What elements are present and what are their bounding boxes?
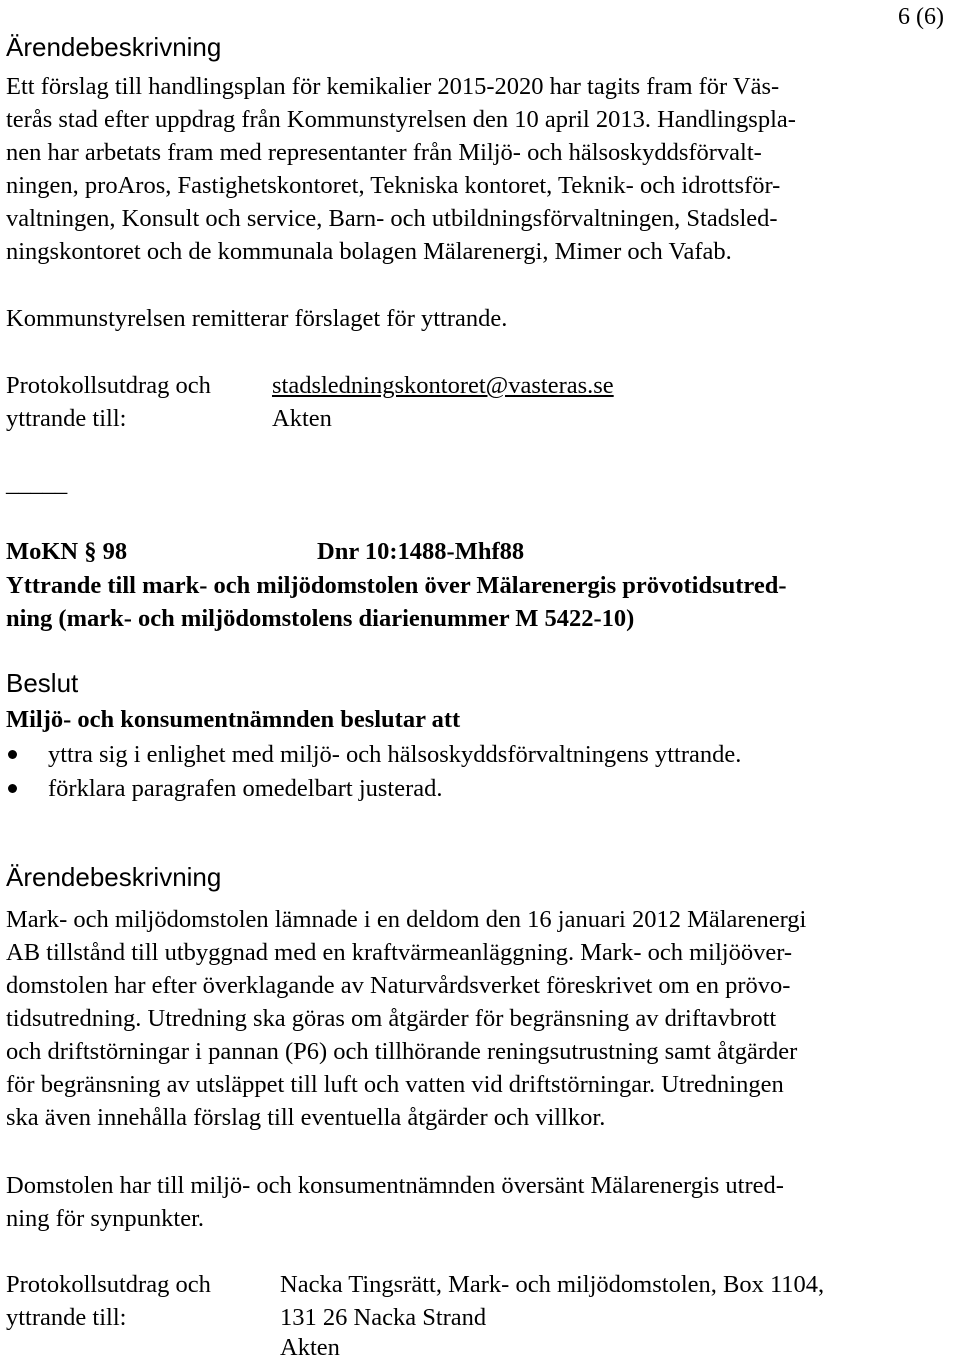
paragraph-line: domstolen har efter överklagande av Naturvårdsverket föreskrivet om en prövo- [6,972,791,999]
paragraph-line: tidsutredning. Utredning ska göras om åtgärder för begränsning av driftavbrott [6,1005,777,1032]
decision-bullet: förklara paragrafen omedelbart justerad. [48,775,443,802]
paragraph-reference: MoKN § 98 [6,538,128,565]
separator: _____ [6,470,68,497]
paragraph-line: Mark- och miljödomstolen lämnade i en deldom den 16 januari 2012 Mälarenergi [6,906,807,933]
distribution-label: yttrande till: [6,1304,127,1331]
paragraph-line: Domstolen har till miljö- och konsumentnämnden översänt Mälarenergis utred- [6,1172,784,1199]
paragraph-line: ning för synpunkter. [6,1205,205,1232]
item-title-line: ning (mark- och miljödomstolens diarienummer M 5422-10) [6,605,635,632]
decision-bullet: yttra sig i enlighet med miljö- och hälsoskyddsförvaltningens yttrande. [48,741,742,768]
section-heading: Ärendebeskrivning [6,32,222,62]
distribution-email-link[interactable]: stadsledningskontoret@vasteras.se [272,372,614,399]
distribution-label: Protokollsutdrag och [6,1271,211,1298]
distribution-value: Akten [272,405,332,432]
distribution-label: Protokollsutdrag och [6,372,211,399]
paragraph-line: Kommunstyrelsen remitterar förslaget för yttrande. [6,305,508,332]
page-number: 6 (6) [898,4,944,30]
paragraph-line: ska även innehålla förslag till eventuella åtgärder och villkor. [6,1104,606,1131]
paragraph-line: valtningen, Konsult och service, Barn- och utbildningsförvaltningen, Stadsled- [6,205,778,232]
distribution-value: Akten [280,1334,340,1361]
section-heading: Ärendebeskrivning [6,862,222,892]
paragraph-line: Ett förslag till handlingsplan för kemikalier 2015-2020 har tagits fram för Väs- [6,73,780,100]
distribution-value: Nacka Tingsrätt, Mark- och miljödomstolen, Box 1104, [280,1271,825,1298]
paragraph-line: och driftstörningar i pannan (P6) och tillhörande reningsutrustning samt åtgärder [6,1038,798,1065]
paragraph-line: ningen, proAros, Fastighetskontoret, Tekniska kontoret, Teknik- och idrottsför- [6,172,781,199]
decision-heading: Beslut [6,668,79,698]
bullet-icon [8,784,17,793]
distribution-label: yttrande till: [6,405,127,432]
paragraph-line: ningskontoret och de kommunala bolagen Mälarenergi, Mimer och Vafab. [6,238,732,265]
paragraph-line: för begränsning av utsläppet till luft och vatten vid driftstörningar. Utredningen [6,1071,784,1098]
distribution-value: 131 26 Nacka Strand [280,1304,487,1331]
paragraph-line: AB tillstånd till utbyggnad med en kraftvärmeanläggning. Mark- och miljööver- [6,939,793,966]
item-title-line: Yttrande till mark- och miljödomstolen över Mälarenergis prövotidsutred- [6,572,787,599]
diary-number: Dnr 10:1488-Mhf88 [317,538,525,565]
paragraph-line: terås stad efter uppdrag från Kommunstyrelsen den 10 april 2013. Handlingspla- [6,106,796,133]
bullet-icon [8,750,17,759]
paragraph-line: nen har arbetats fram med representanter från Miljö- och hälsoskyddsförvalt- [6,139,762,166]
decision-intro: Miljö- och konsumentnämnden beslutar att [6,706,461,733]
